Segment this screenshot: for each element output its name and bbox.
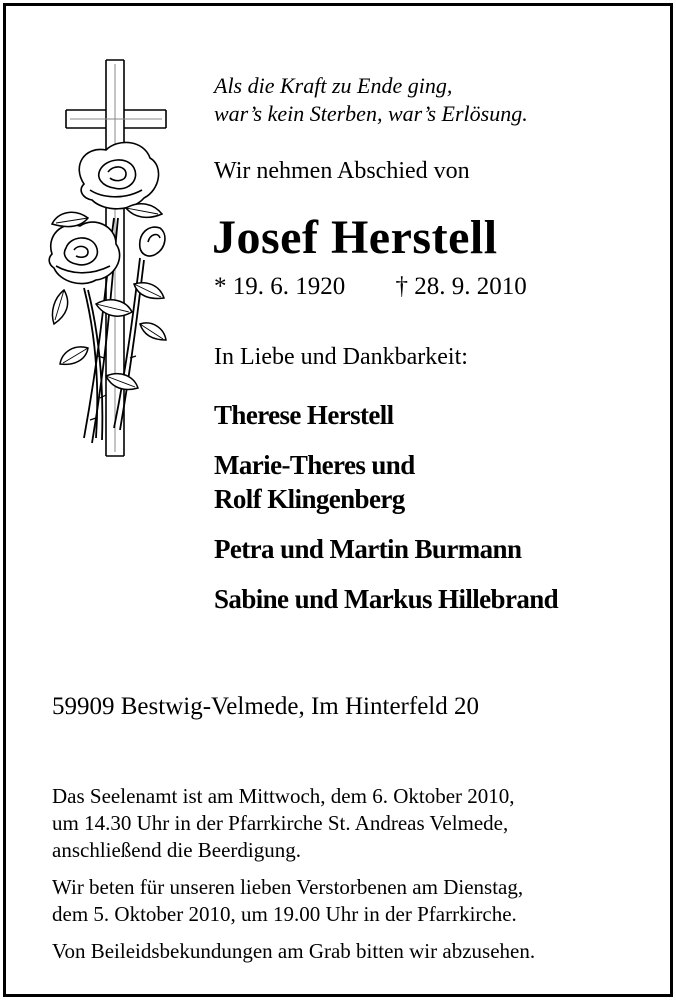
mourners-list bbox=[214, 398, 558, 632]
deceased-name: Josef Herstell bbox=[212, 211, 498, 264]
notice-line: dem 5. Oktober 2010, um 19.00 Uhr in der Pfarrkirche. bbox=[52, 902, 517, 926]
cross-with-roses-icon bbox=[44, 58, 194, 458]
motto-line-1: Als die Kraft zu Ende ging, bbox=[214, 73, 453, 98]
mourner-entry bbox=[214, 532, 558, 566]
death-date: † 28. 9. 2010 bbox=[395, 273, 527, 300]
mourner-entry bbox=[214, 398, 558, 432]
mourner-entry bbox=[214, 582, 558, 616]
notice-line: Wir beten für unseren lieben Verstorbenen am Dienstag, bbox=[52, 875, 524, 899]
thanks-heading: In Liebe und Dankbarkeit: bbox=[214, 344, 468, 370]
notice-line: Das Seelenamt ist am Mittwoch, dem 6. Oktober 2010, bbox=[52, 784, 515, 808]
service-notice bbox=[52, 783, 535, 975]
farewell-intro: Wir nehmen Abschied von bbox=[214, 158, 470, 184]
mourner-line: Petra und Martin Burmann bbox=[214, 534, 522, 564]
prayer-paragraph bbox=[52, 874, 535, 928]
motto-line-2: war’s kein Sterben, war’s Erlösung. bbox=[214, 101, 528, 126]
notice-line: um 14.30 Uhr in der Pfarrkirche St. Andreas Velmede, bbox=[52, 811, 509, 835]
notice-line: Von Beileidsbekundungen am Grab bitten wir abzusehen. bbox=[52, 939, 536, 963]
life-dates bbox=[214, 272, 527, 302]
mourner-line: Marie-Theres und bbox=[214, 450, 415, 480]
condolence-paragraph bbox=[52, 938, 535, 965]
motto bbox=[214, 72, 528, 128]
birth-date: * 19. 6. 1920 bbox=[214, 273, 346, 300]
mourner-line: Sabine und Markus Hillebrand bbox=[214, 584, 559, 614]
notice-line: anschließend die Beerdigung. bbox=[52, 838, 302, 862]
requiem-paragraph bbox=[52, 783, 535, 864]
mourner-entry bbox=[214, 448, 558, 516]
mourner-line: Rolf Klingenberg bbox=[214, 484, 405, 514]
mourner-line: Therese Herstell bbox=[214, 400, 394, 430]
family-address: 59909 Bestwig-Velmede, Im Hinterfeld 20 bbox=[52, 693, 479, 720]
